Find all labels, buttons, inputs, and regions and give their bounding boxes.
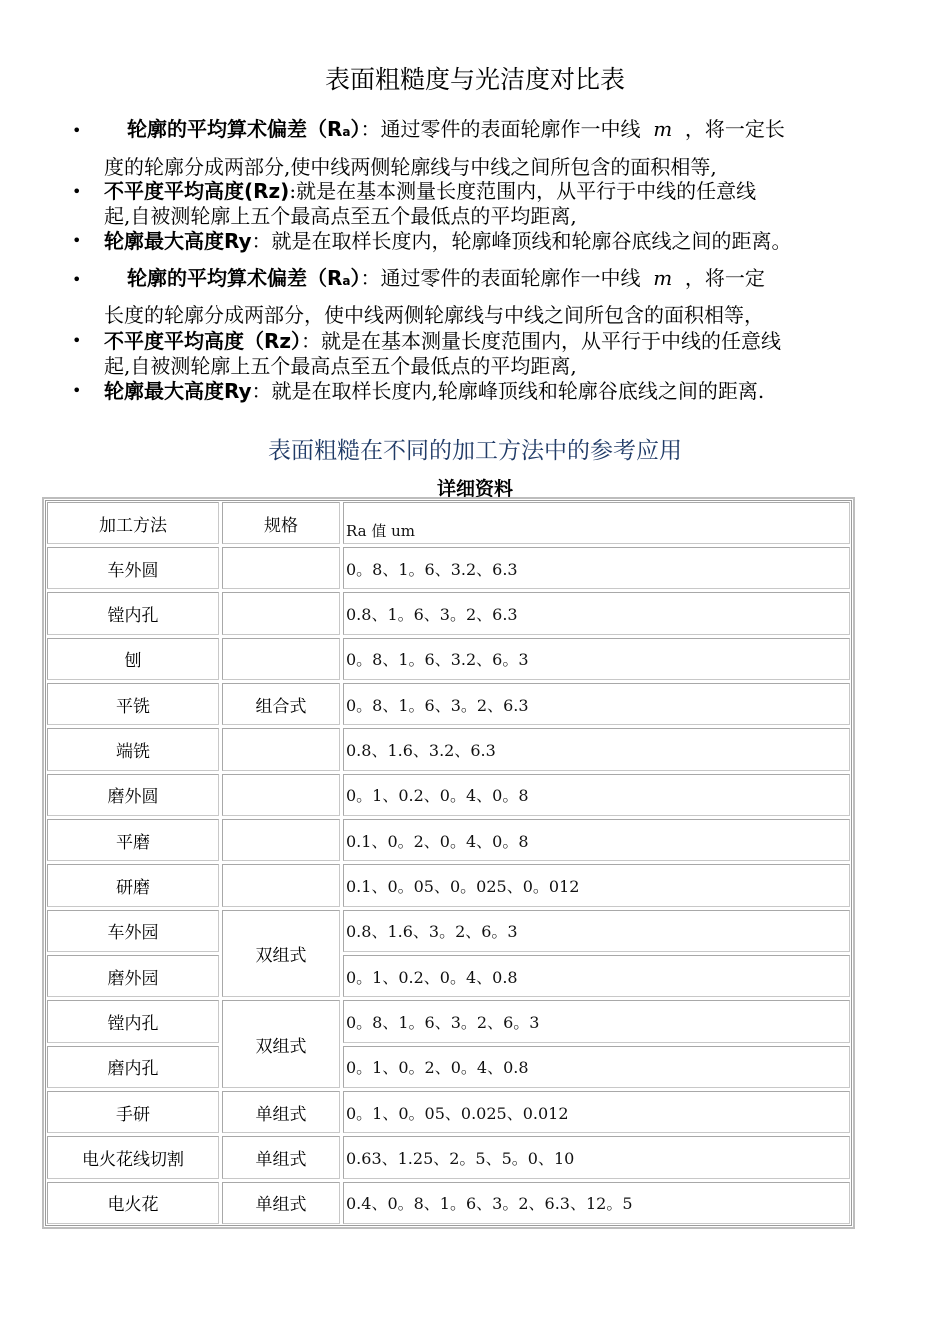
bullet-2: • (72, 182, 82, 201)
definition-4-line-2: 长度的轮廓分成两部分，使中线两侧轮廓线与中线之间所包含的面积相等， (104, 303, 764, 327)
definition-4-term: 轮廓的平均算术偏差（Ra） (127, 266, 361, 290)
table-row (47, 819, 850, 861)
cell-method: 电火花线切割 (47, 1136, 219, 1178)
table-row (47, 592, 850, 634)
cell-method: 镗内孔 (47, 592, 219, 634)
cell-ra: 0.8、1。6、3。2、6.3 (343, 592, 850, 634)
table-row (47, 1091, 850, 1133)
header-method: 加工方法 (47, 502, 219, 544)
definition-2-term: 不平度平均高度(Rz) (104, 179, 290, 203)
cell-ra: 0.4、0。8、1。6、3。2、6.3、12。5 (343, 1182, 850, 1224)
cell-spec-merged: 双组式 (222, 1000, 340, 1088)
cell-ra: 0。8、1。6、3.2、6。3 (343, 638, 850, 680)
cell-ra: 0.8、1.6、3.2、6.3 (343, 728, 850, 770)
table-row (47, 955, 850, 997)
table-row (47, 683, 850, 725)
cell-spec: 单组式 (222, 1136, 340, 1178)
cell-ra: 0.63、1.25、2。5、5。0、10 (343, 1136, 850, 1178)
bullet-3: • (72, 231, 82, 250)
table-row (47, 1046, 850, 1088)
table-row (47, 910, 850, 952)
definition-5-term: 不平度平均高度（Rz） (104, 329, 302, 353)
definition-2-line-1: 不平度平均高度(Rz):就是在基本测量长度范围内，从平行于中线的任意线 (104, 179, 757, 203)
bullet-5: • (72, 331, 82, 350)
cell-ra: 0。1、0。05、0.025、0.012 (343, 1091, 850, 1133)
cell-method: 电火花 (47, 1182, 219, 1224)
cell-spec: 单组式 (222, 1091, 340, 1133)
cell-method: 车外圆 (47, 547, 219, 589)
definition-1-line-2: 度的轮廓分成两部分,使中线两侧轮廓线与中线之间所包含的面积相等, (104, 155, 717, 179)
definition-6-line-1: 轮廓最大高度Ry：就是在取样长度内,轮廓峰顶线和轮廓谷底线之间的距离. (104, 379, 765, 403)
table-row (47, 864, 850, 906)
definition-5-line-2: 起,自被测轮廓上五个最高点至五个最低点的平均距离, (104, 354, 577, 378)
cell-method: 磨外园 (47, 955, 219, 997)
definition-3-term: 轮廓最大高度Ry (104, 229, 252, 253)
cell-method: 平磨 (47, 819, 219, 861)
table-row (47, 774, 850, 816)
table-row (47, 638, 850, 680)
cell-method: 车外园 (47, 910, 219, 952)
cell-method: 研磨 (47, 864, 219, 906)
definition-1-term: 轮廓的平均算术偏差（Ra） (127, 117, 361, 141)
cell-method: 镗内孔 (47, 1000, 219, 1042)
cell-method: 端铣 (47, 728, 219, 770)
cell-ra: 0。8、1。6、3。2、6.3 (343, 683, 850, 725)
definition-6-term: 轮廓最大高度Ry (104, 379, 252, 403)
cell-method: 手研 (47, 1091, 219, 1133)
cell-spec: 组合式 (222, 683, 340, 725)
cell-spec (222, 864, 340, 906)
cell-ra: 0.8、1.6、3。2、6。3 (343, 910, 850, 952)
cell-spec (222, 592, 340, 634)
cell-spec (222, 819, 340, 861)
cell-ra: 0。8、1。6、3。2、6。3 (343, 1000, 850, 1042)
cell-ra: 0。8、1。6、3.2、6.3 (343, 547, 850, 589)
definition-3-line-1: 轮廓最大高度Ry：就是在取样长度内，轮廓峰顶线和轮廓谷底线之间的距离。 (104, 229, 792, 253)
table-row (47, 728, 850, 770)
cell-spec: 单组式 (222, 1182, 340, 1224)
page-title: 表面粗糙度与光洁度对比表 (324, 65, 625, 94)
cell-ra: 0。1、0.2、0。4、0.8 (343, 955, 850, 997)
cell-method: 平铣 (47, 683, 219, 725)
cell-spec (222, 547, 340, 589)
cell-spec (222, 728, 340, 770)
definition-1-line-1: 轮廓的平均算术偏差（Ra）：通过零件的表面轮廓作一中线 m ，将一定长 (127, 117, 785, 141)
bullet-4: • (72, 270, 82, 289)
definition-2-line-2: 起,自被测轮廓上五个最高点至五个最低点的平均距离, (104, 204, 577, 228)
header-spec: 规格 (222, 502, 340, 544)
cell-method: 磨外圆 (47, 774, 219, 816)
cell-method: 磨内孔 (47, 1046, 219, 1088)
cell-spec (222, 774, 340, 816)
definition-5-line-1: 不平度平均高度（Rz）：就是在基本测量长度范围内，从平行于中线的任意线 (104, 329, 782, 353)
bullet-1: • (72, 121, 82, 140)
cell-ra: 0.1、0。05、0。025、0。012 (343, 864, 850, 906)
table-subtitle: 表面粗糙在不同的加工方法中的参考应用 (268, 438, 682, 464)
table-header-row (47, 502, 850, 544)
cell-ra: 0.1、0。2、0。4、0。8 (343, 819, 850, 861)
roughness-reference-table (42, 497, 855, 1229)
cell-method: 刨 (47, 638, 219, 680)
table-row (47, 1182, 850, 1224)
definition-4-line-1: 轮廓的平均算术偏差（Ra）：通过零件的表面轮廓作一中线 m ，将一定 (127, 266, 765, 290)
header-ra: Ra 值 um (343, 502, 850, 544)
cell-spec (222, 638, 340, 680)
cell-ra: 0。1、0。2、0。4、0.8 (343, 1046, 850, 1088)
cell-ra: 0。1、0.2、0。4、0。8 (343, 774, 850, 816)
bullet-6: • (72, 381, 82, 400)
cell-spec-merged: 双组式 (222, 910, 340, 998)
detail-label: 详细资料 (436, 478, 513, 500)
table-row (47, 1136, 850, 1178)
table-row (47, 1000, 850, 1042)
table-row (47, 547, 850, 589)
